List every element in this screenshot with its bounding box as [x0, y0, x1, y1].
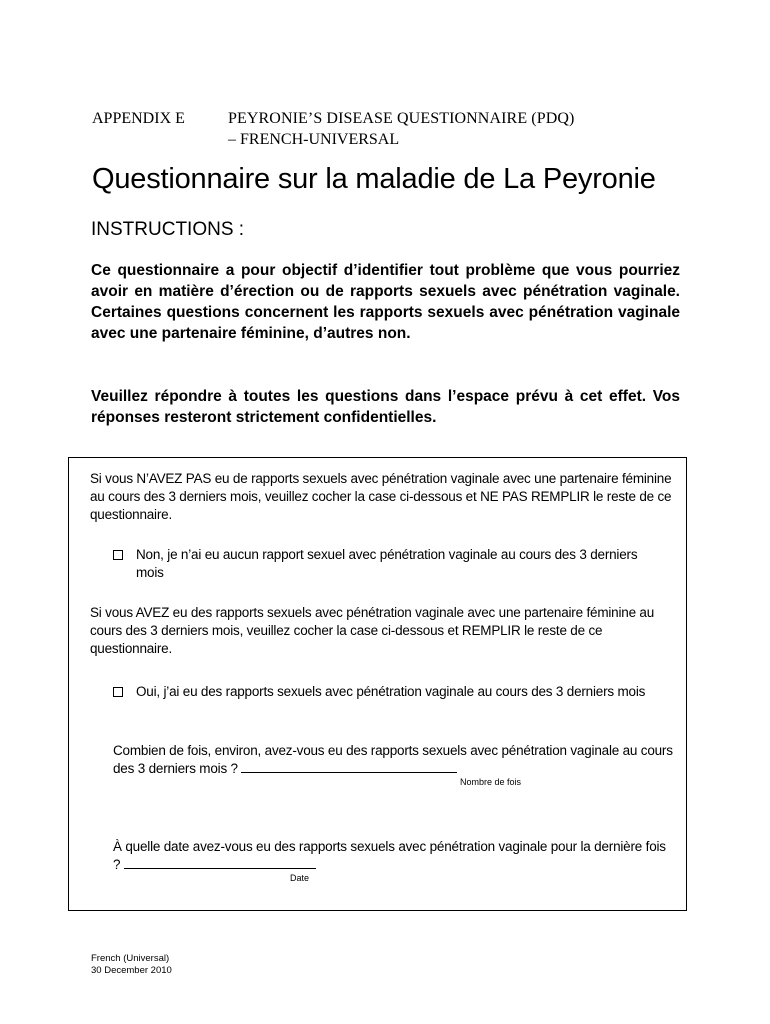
had-intercourse-instruction: Si vous AVEZ eu des rapports sexuels avec pénétration vaginale avec une partenaire féminine au cours des 3 derniers mois, veuillez cocher la case ci-dessous et REMPLIR le reste de ce questionnaire.: [90, 605, 655, 656]
instructions-paragraph-1: Ce questionnaire a pour objectif d’identifier tout problème que vous pourriez avoir en matière d’érection ou de rapports sexuels avec pénétration vaginale. Certaines questions concernent les rapports sexuels avec pénétration vaginale avec une partenaire féminine, d’autres non.: [91, 262, 680, 342]
instructions-paragraph-2: Veuillez répondre à toutes les questions dans l’espace prévu à cet effet. Vos réponses resteront strictement confidentielles.: [91, 388, 680, 426]
appendix-title-line1: PEYRONIE’S DISEASE QUESTIONNAIRE (PDQ): [228, 110, 575, 127]
question-date: [113, 838, 673, 874]
checkbox-yes[interactable]: [113, 687, 123, 697]
footer-date: 30 December 2010: [91, 965, 172, 976]
no-intercourse-instruction: Si vous N’AVEZ PAS eu de rapports sexuels avec pénétration vaginale avec une partenaire féminine au cours des 3 derniers mois, veuillez cocher la case ci-dessous et NE PAS REMPLIR le reste de ce questionnaire.: [90, 471, 672, 522]
date-caption: Date: [290, 873, 310, 883]
page-title: Questionnaire sur la maladie de La Peyronie: [92, 163, 656, 195]
appendix-title-line2: – FRENCH-UNIVERSAL: [228, 131, 400, 148]
option-no-label: Non, je n’ai eu aucun rapport sexuel avec pénétration vaginale au cours des 3 derniers mois: [136, 547, 638, 580]
instructions-heading: INSTRUCTIONS :: [91, 219, 245, 240]
question-date-text: À quelle date avez-vous eu des rapports sexuels avec pénétration vaginale pour la dernière fois ?: [113, 839, 666, 872]
option-yes-label: Oui, j’ai eu des rapports sexuels avec pénétration vaginale au cours des 3 derniers mois: [136, 684, 646, 699]
date-answer-line[interactable]: [124, 856, 316, 869]
question-count-text: Combien de fois, environ, avez-vous eu des rapports sexuels avec pénétration vaginale au cours des 3 derniers mois ?: [113, 743, 673, 776]
screening-box: [68, 457, 687, 911]
question-count: [113, 742, 673, 778]
count-caption: Nombre de fois: [460, 777, 522, 787]
count-answer-line[interactable]: [241, 760, 457, 773]
checkbox-no[interactable]: [113, 550, 123, 560]
appendix-label: APPENDIX E: [92, 110, 185, 127]
footer: [91, 953, 172, 977]
footer-language: French (Universal): [91, 953, 170, 964]
